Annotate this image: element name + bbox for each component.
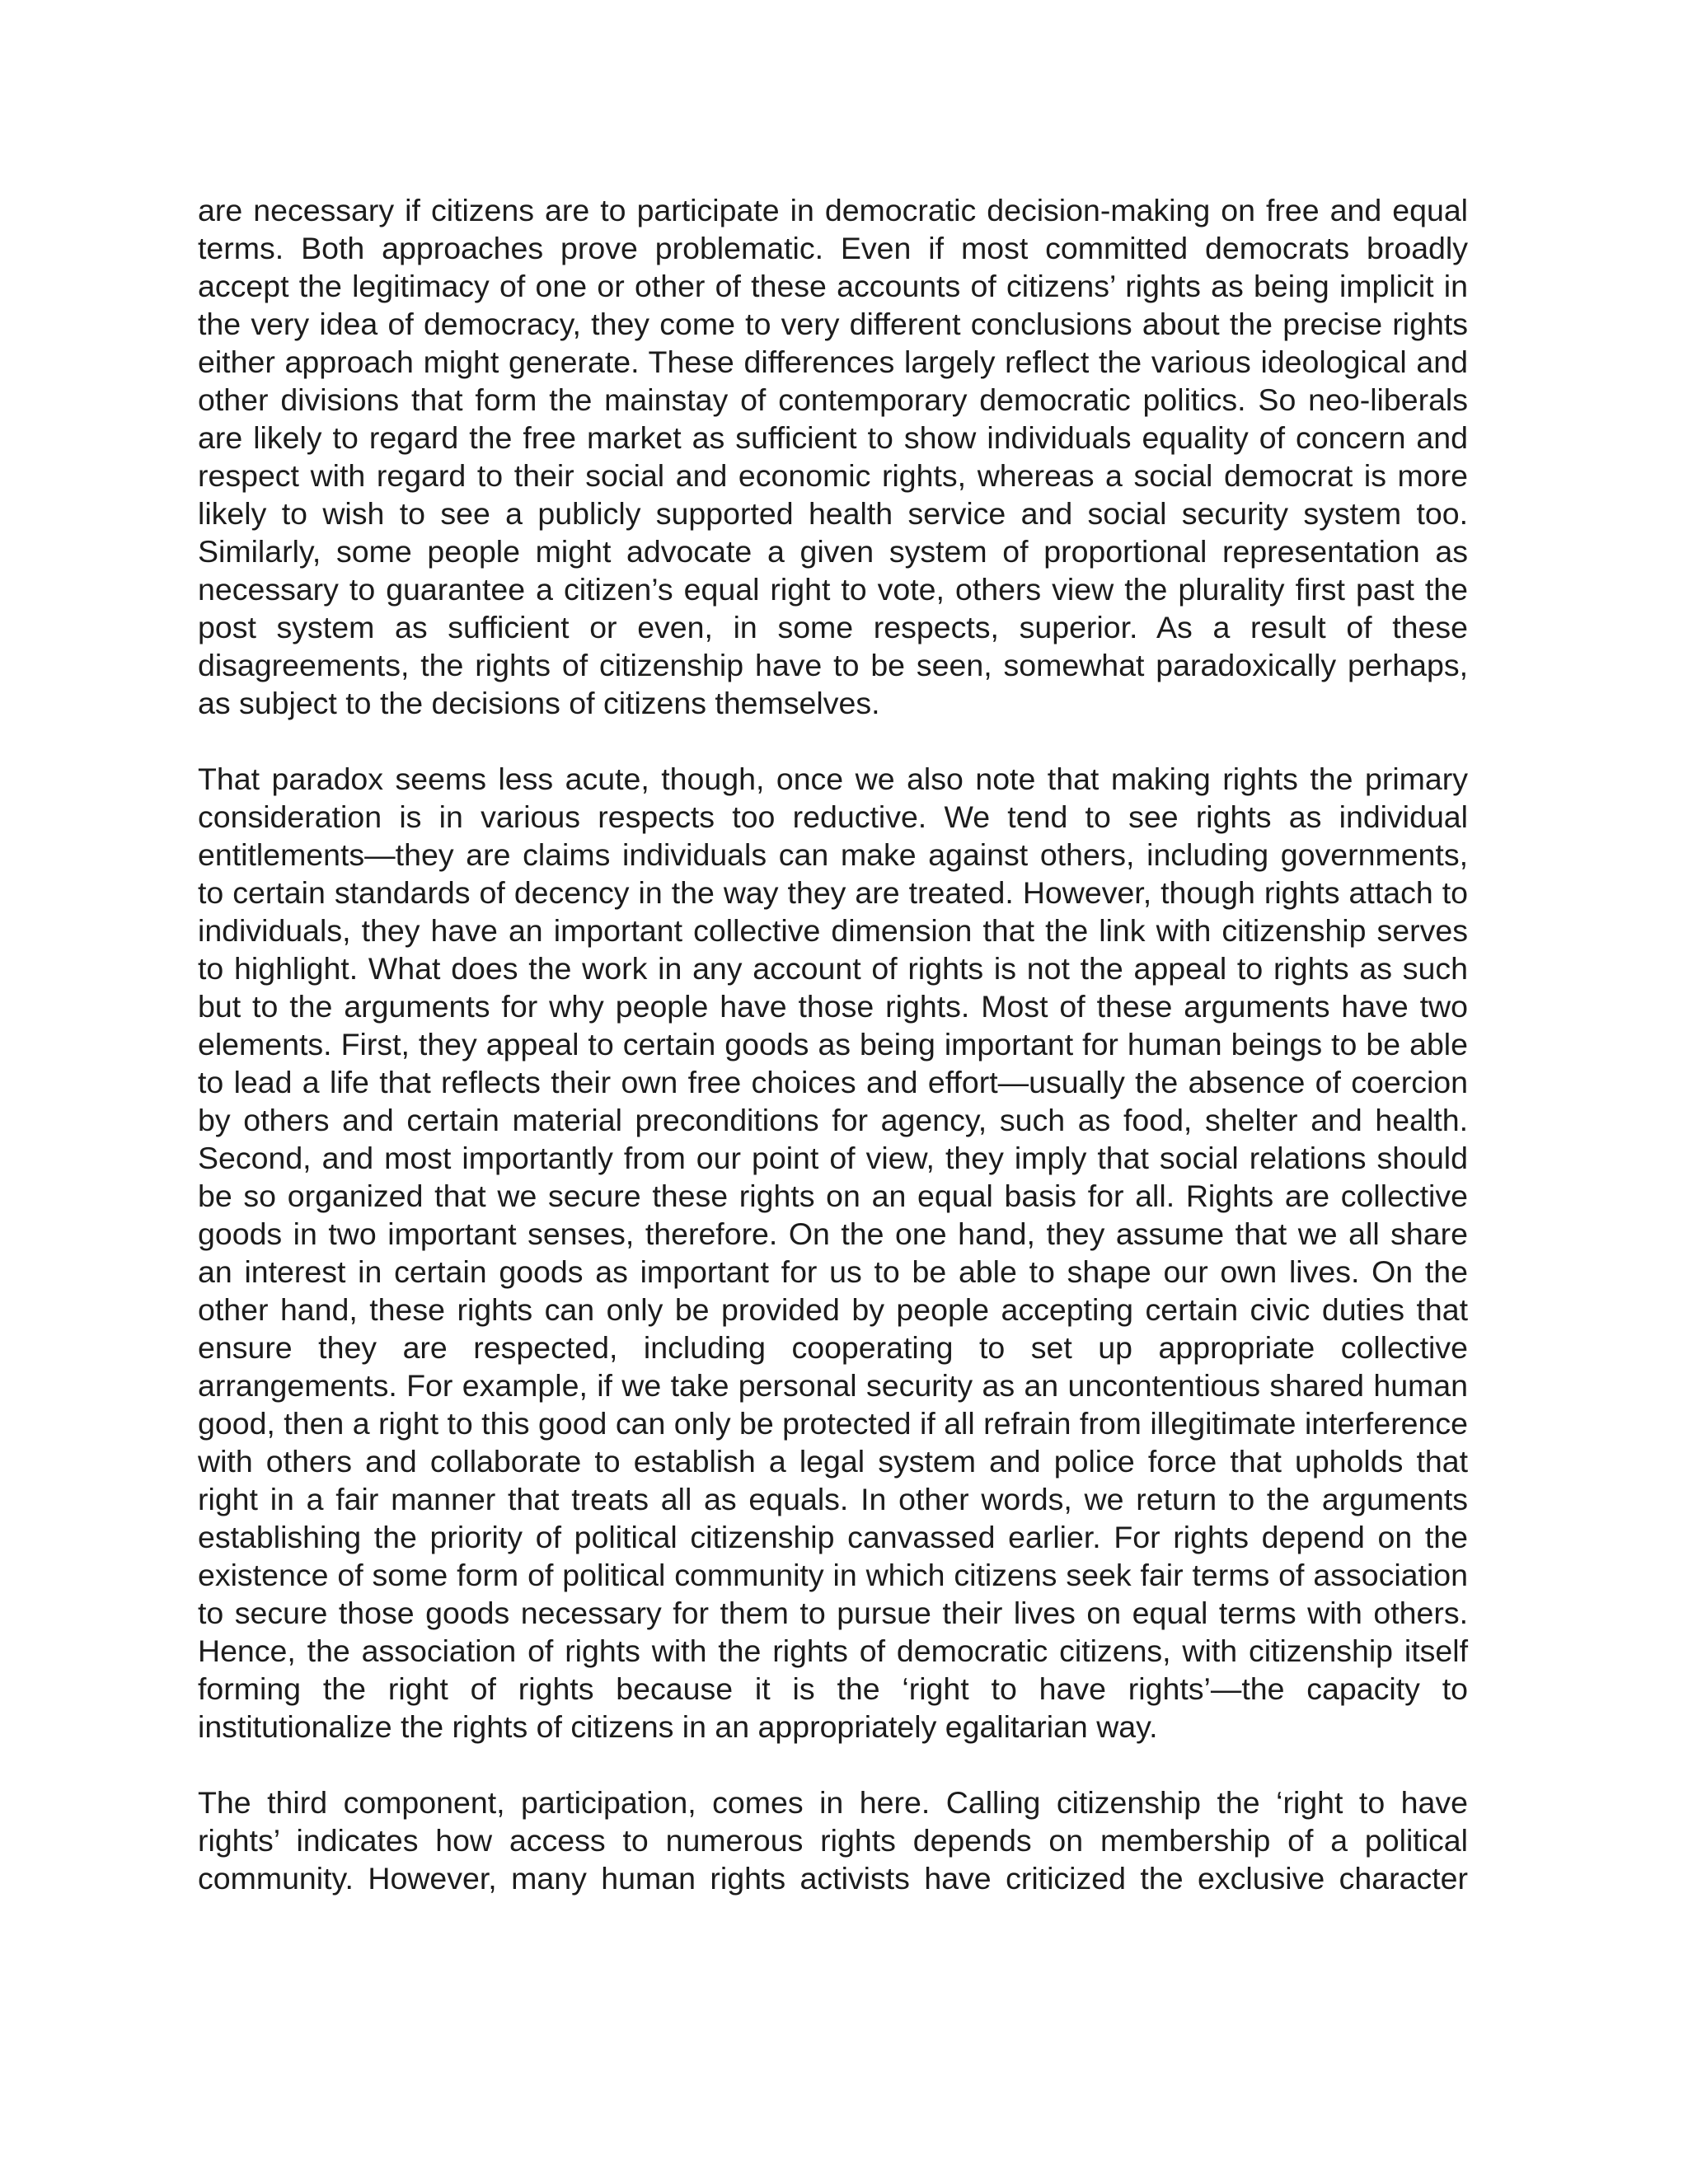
paragraph-3: The third component, participation, comes in here. Calling citizenship the ‘right to have rights’ indicates how access to numerous rights depends on membership of a political community. However, many human rights activists have criticized the exclusive character [198,1785,1468,1896]
paragraph-2: That paradox seems less acute, though, once we also note that making rights the primary consideration is in various respects too reductive. We tend to see rights as individual entitlements—they are claims individuals can make against others, including governments, to certain standards of decency in the way they are treated. However, though rights attach to individuals, they have an important collective dimension that the link with citizenship serves to highlight. What does the work in any account of rights is not the appeal to rights as such but to the arguments for why people have those rights. Most of these arguments have two elements. First, they appeal to certain goods as being important for human beings to be able to lead a life that reflects their own free choices and effort—usually the absence of coercion by others and certain material preconditions for agency, such as food, shelter and health. Second, and most importantly from our point of view, they imply that social relations should be so organized that we secure these rights on an equal basis for all. Rights are collective goods in two important senses, therefore. On the one hand, they assume that we all share an interest in certain goods as important for us to be able to shape our own lives. On the other hand, these rights can only be provided by people accepting certain civic duties that ensure they are respected, including cooperating to set up appropriate collective arrangements. For example, if we take personal security as an uncontentious shared human good, then a right to this good can only be protected if all refrain from illegitimate interference with others and collaborate to establish a legal system and police force that upholds that right in a fair manner that treats all as equals. In other words, we return to the arguments establishing the priority of political citizenship canvassed earlier. For rights depend on the existence of some form of political community in which citizens seek fair terms of association to secure those goods necessary for them to pursue their lives on equal terms with others. Hence, the association of rights with the rights of democratic citizens, with citizenship itself forming the right of rights because it is the ‘right to have rights’—the capacity to institutionalize the rights of citizens in an appropriately egalitarian way. [198,762,1468,1744]
paragraph-1: are necessary if citizens are to participate in democratic decision-making on free and equal terms. Both approaches prove problematic. Even if most committed democrats broadly accept the legitimacy of one or other of these accounts of citizens’ rights as being implicit in the very idea of democracy, they come to very different conclusions about the precise rights either approach might generate. These differences largely reflect the various ideological and other divisions that form the mainstay of contemporary democratic politics. So neo-liberals are likely to regard the free market as sufficient to show individuals equality of concern and respect with regard to their social and economic rights, whereas a social democrat is more likely to wish to see a publicly supported health service and social security system too. Similarly, some people might advocate a given system of proportional representation as necessary to guarantee a citizen’s equal right to vote, others view the plurality first past the post system as sufficient or even, in some respects, superior. As a result of these disagreements, the rights of citizenship have to be seen, somewhat paradoxically perhaps, as subject to the decisions of citizens themselves. [198,193,1468,720]
body-text [198,191,1468,1897]
